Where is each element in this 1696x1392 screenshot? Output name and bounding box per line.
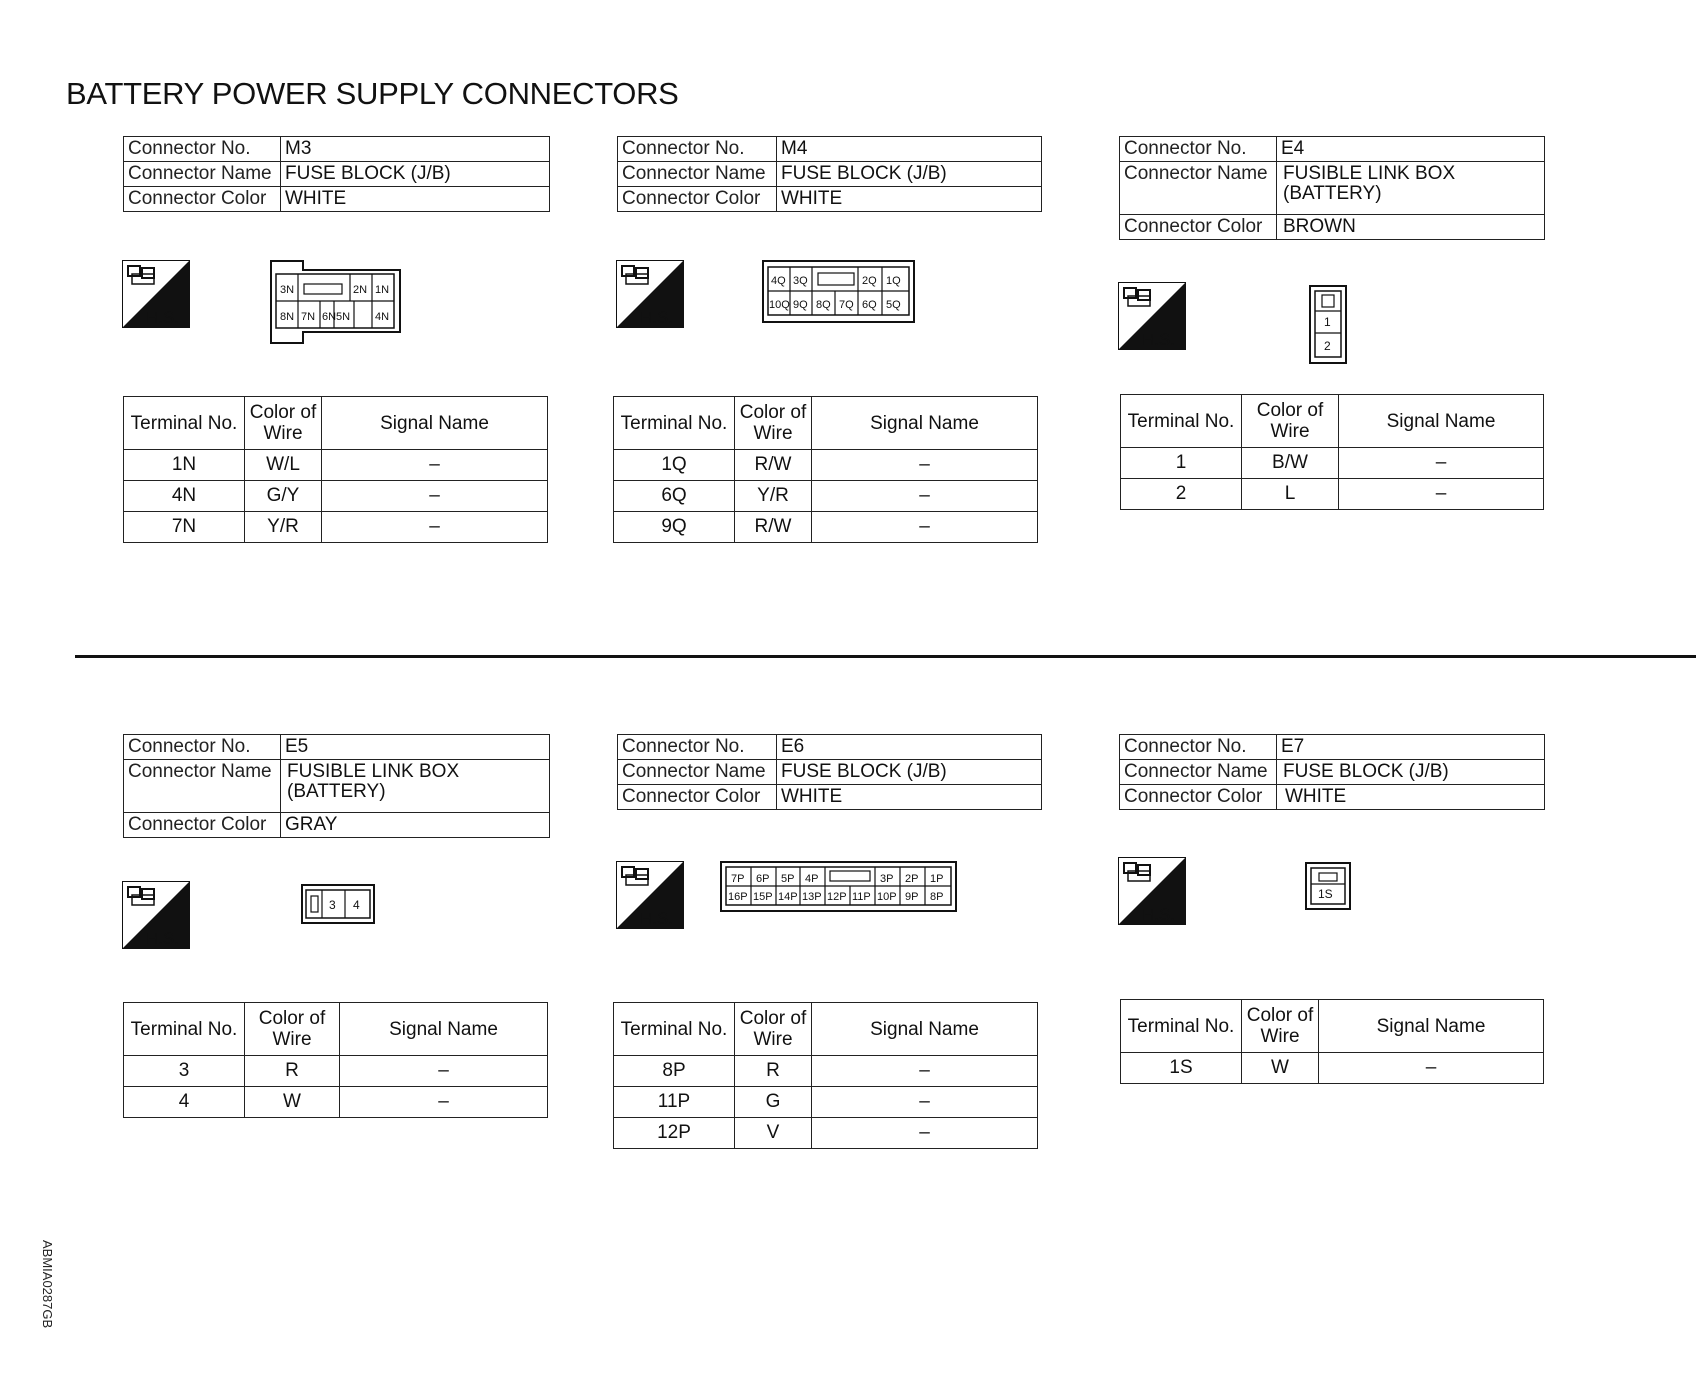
harness-side-icon [1118, 857, 1186, 925]
connector-face-e4 [1309, 285, 1347, 364]
connector-color-label: Connector Color [124, 813, 281, 838]
connector-no-row [618, 137, 1042, 162]
section-divider [75, 655, 1696, 658]
svg-text:2Q: 2Q [862, 275, 877, 287]
terminal-table [123, 396, 548, 543]
table-row: 1Q R/W – [614, 450, 1038, 481]
table-row: 9Q R/W – [614, 512, 1038, 543]
connector-name-label: Connector Name [1120, 760, 1277, 785]
svg-text:9Q: 9Q [793, 299, 808, 311]
connector-info-table [1119, 136, 1545, 240]
svg-text:11P: 11P [852, 891, 871, 903]
harness-side-icon [616, 861, 684, 929]
connector-no-value: E6 [777, 735, 1042, 760]
svg-text:3P: 3P [880, 873, 894, 885]
svg-text:10Q: 10Q [769, 299, 790, 311]
table-row: 4N G/Y – [124, 481, 548, 512]
connector-info-table [617, 136, 1042, 212]
connector-color-label: Connector Color [618, 785, 777, 810]
connector-name-row [124, 162, 550, 187]
color-of-wire-header: Color of Wire [245, 397, 322, 450]
connector-name-row [618, 162, 1042, 187]
pin-4n: 4N [375, 311, 390, 323]
connector-info-table [123, 734, 550, 838]
connector-no-label: Connector No. [618, 137, 777, 162]
connector-name-value: FUSIBLE LINK BOX (BATTERY) [1277, 162, 1545, 215]
connector-name-label: Connector Name [124, 162, 281, 187]
svg-text:9P: 9P [905, 891, 919, 903]
svg-text:4: 4 [353, 898, 360, 912]
svg-text:5Q: 5Q [886, 299, 901, 311]
svg-text:14P: 14P [778, 891, 798, 903]
connector-color-value: WHITE [777, 785, 1042, 810]
svg-text:3Q: 3Q [793, 275, 808, 287]
svg-text:8P: 8P [930, 891, 944, 903]
svg-text:5P: 5P [781, 873, 795, 885]
connector-color-value: WHITE [281, 187, 550, 212]
svg-text:H.S.: H.S. [1142, 905, 1176, 924]
svg-text:2: 2 [1324, 339, 1331, 353]
connector-name-value: FUSE BLOCK (J/B) [777, 162, 1042, 187]
terminal-table [613, 396, 1038, 543]
svg-text:7P: 7P [731, 873, 745, 885]
connector-color-label: Connector Color [1120, 215, 1277, 240]
page-title: BATTERY POWER SUPPLY CONNECTORS [66, 76, 679, 111]
table-row: 8P R – [614, 1056, 1038, 1087]
connector-info-table [1119, 734, 1545, 810]
terminal-header-row: Terminal No. Color of Wire Signal Name [1121, 1000, 1544, 1053]
svg-text:6Q: 6Q [862, 299, 877, 311]
connector-color-row [618, 187, 1042, 212]
terminal-table [1120, 999, 1544, 1084]
connector-color-value: GRAY [281, 813, 550, 838]
connector-color-row [124, 187, 550, 212]
connector-color-value: WHITE [777, 187, 1042, 212]
connector-face-e7 [1305, 862, 1351, 910]
table-row: 3 R – [124, 1056, 548, 1087]
svg-text:15P: 15P [753, 891, 773, 903]
signal-name-header: Signal Name [322, 397, 548, 450]
svg-text:4P: 4P [805, 873, 819, 885]
svg-text:4Q: 4Q [771, 275, 786, 287]
svg-text:12P: 12P [827, 891, 847, 903]
table-row: 1 B/W – [1121, 448, 1544, 479]
svg-text:H.S.: H.S. [640, 909, 674, 928]
terminal-no-header: Terminal No. [124, 397, 245, 450]
svg-text:6P: 6P [756, 873, 770, 885]
connector-no-label: Connector No. [1120, 137, 1277, 162]
harness-side-icon [616, 260, 684, 328]
table-row: 2 L – [1121, 479, 1544, 510]
svg-text:1S: 1S [1318, 887, 1333, 901]
connector-no-label: Connector No. [618, 735, 777, 760]
svg-text:1P: 1P [930, 873, 944, 885]
pin-1n: 1N [375, 284, 390, 296]
connector-no-value: E7 [1277, 735, 1545, 760]
terminal-table [613, 1002, 1038, 1149]
connector-face-e6 [720, 861, 957, 912]
connector-color-label: Connector Color [1120, 785, 1277, 810]
connector-name-label: Connector Name [618, 162, 777, 187]
harness-side-icon [122, 881, 190, 949]
pin-5n: 5N [336, 311, 351, 323]
terminal-header-row: Terminal No. Color of Wire Signal Name [1121, 395, 1544, 448]
connector-color-label: Connector Color [618, 187, 777, 212]
pin-6n: 6N [322, 311, 337, 323]
table-row: 4 W – [124, 1087, 548, 1118]
connector-name-value: FUSE BLOCK (J/B) [777, 760, 1042, 785]
connector-no-value: E4 [1277, 137, 1545, 162]
table-row: 1N W/L – [124, 450, 548, 481]
connector-name-label: Connector Name [1120, 162, 1277, 215]
connector-face-m4 [762, 260, 915, 324]
pin-8n: 8N [280, 311, 295, 323]
connector-face-m3 [270, 260, 403, 344]
connector-no-label: Connector No. [124, 137, 281, 162]
connector-face-e5 [301, 884, 375, 924]
terminal-header-row: Terminal No. Color of Wire Signal Name [614, 397, 1038, 450]
pin-2n: 2N [353, 284, 368, 296]
harness-side-icon [1118, 282, 1186, 350]
svg-text:H.S.: H.S. [1142, 330, 1176, 349]
connector-color-value: BROWN [1277, 215, 1545, 240]
table-row: 7N Y/R – [124, 512, 548, 543]
table-row: 11P G – [614, 1087, 1038, 1118]
connector-no-value: M4 [777, 137, 1042, 162]
svg-text:2P: 2P [905, 873, 919, 885]
svg-text:1: 1 [1324, 315, 1331, 329]
svg-text:H.S.: H.S. [640, 308, 674, 327]
svg-text:8Q: 8Q [816, 299, 831, 311]
connector-name-label: Connector Name [124, 760, 281, 813]
pin-3n: 3N [280, 284, 295, 296]
table-row: 12P V – [614, 1118, 1038, 1149]
connector-no-value: M3 [281, 137, 550, 162]
table-row: 1S W – [1121, 1053, 1544, 1084]
svg-text:3: 3 [329, 898, 336, 912]
svg-text:H.S.: H.S. [146, 929, 180, 948]
table-row: 6Q Y/R – [614, 481, 1038, 512]
document-code: ABMIA0287GB [40, 1240, 55, 1329]
svg-text:10P: 10P [877, 891, 897, 903]
connector-no-label: Connector No. [1120, 735, 1277, 760]
connector-name-label: Connector Name [618, 760, 777, 785]
connector-no-label: Connector No. [124, 735, 281, 760]
harness-side-icon [122, 260, 190, 328]
connector-name-value: FUSE BLOCK (J/B) [281, 162, 550, 187]
connector-no-value: E5 [281, 735, 550, 760]
connector-name-value: FUSIBLE LINK BOX (BATTERY) [281, 760, 550, 813]
connector-name-value: FUSE BLOCK (J/B) [1277, 760, 1545, 785]
svg-text:13P: 13P [802, 891, 822, 903]
terminal-table [123, 1002, 548, 1118]
svg-text:1Q: 1Q [886, 275, 901, 287]
terminal-header-row: Terminal No. Color of Wire Signal Name [124, 1003, 548, 1056]
terminal-table [1120, 394, 1544, 510]
connector-color-value: WHITE [1277, 785, 1545, 810]
connector-color-label: Connector Color [124, 187, 281, 212]
connector-info-table [123, 136, 550, 212]
svg-text:16P: 16P [728, 891, 748, 903]
pin-7n: 7N [301, 311, 316, 323]
svg-text:7Q: 7Q [839, 299, 854, 311]
terminal-header-row [124, 397, 548, 450]
connector-info-table [617, 734, 1042, 810]
terminal-header-row: Terminal No. Color of Wire Signal Name [614, 1003, 1038, 1056]
connector-no-row [124, 137, 550, 162]
hs-label: H.S. [146, 308, 180, 327]
